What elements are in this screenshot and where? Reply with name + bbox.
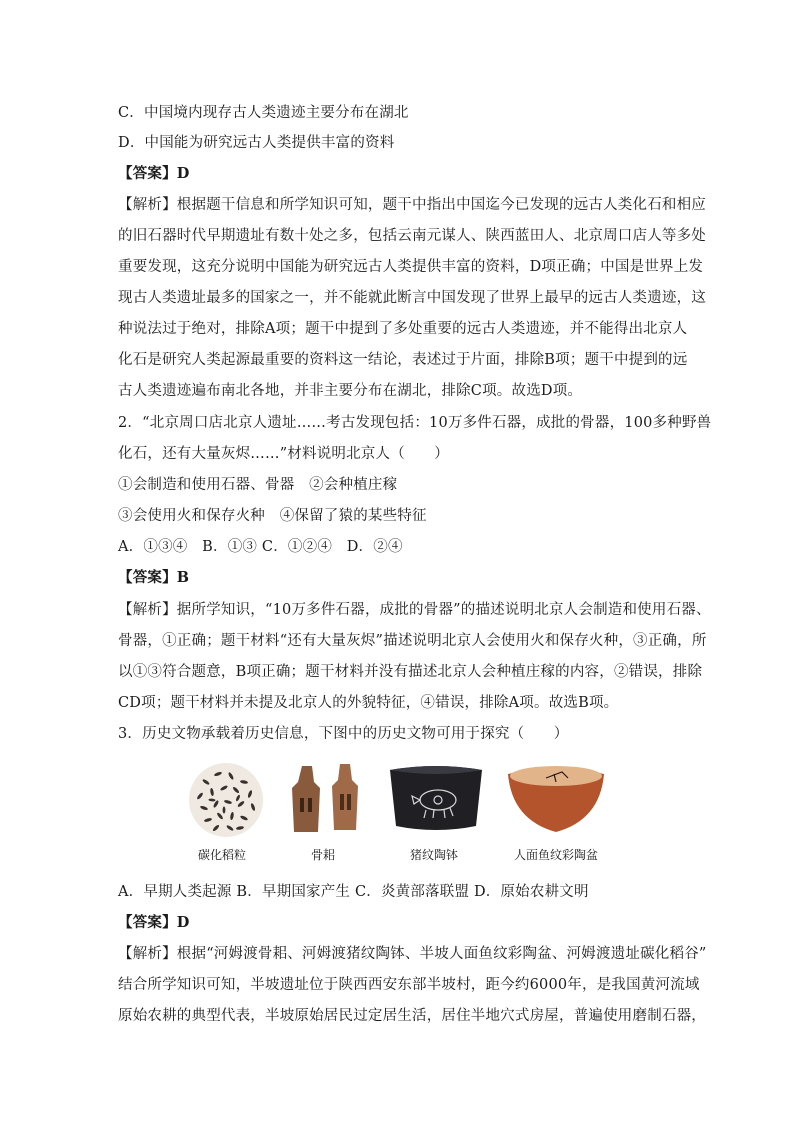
question-3-stem: 3．历史文物承载着历史信息，下图中的历史文物可用于探究（ ） <box>118 726 569 742</box>
artifact-figure <box>178 760 618 870</box>
face-fish-basin-image <box>504 760 608 840</box>
question-2-item-1: ①会制造和使用石器、骨器 ②会种植庄稼 <box>118 477 398 493</box>
analysis-3-line-3: 原始农耕的典型代表，半坡原始居民过定居生活，居住半地穴式房屋，普遍使用磨制石器， <box>118 1008 706 1024</box>
question-2-item-2: ③会使用火和保存火种 ④保留了猿的某些特征 <box>118 508 427 524</box>
analysis-1-line-6: 化石是研究人类起源最重要的资料这一结论，表述过于片面，排除B项；题干中提到的远 <box>118 352 688 368</box>
answer-2: 【答案】B <box>118 569 190 586</box>
analysis-1-line-2: 的旧石器时代早期遗址有数十处之多，包括云南元谋人、陕西蓝田人、北京周口店人等多处 <box>118 228 706 244</box>
caption-pig-bowl: 猪纹陶钵 <box>410 848 459 862</box>
analysis-1-line-4: 现古人类遗址最多的国家之一，并不能就此断言中国发现了世界上最早的远古人类遗迹，这 <box>118 290 706 306</box>
answer-3: 【答案】D <box>118 914 190 931</box>
question-3-options: A．早期人类起源 B．早期国家产生 C．炎黄部落联盟 D．原始农耕文明 <box>118 884 589 900</box>
caption-bone-spade: 骨耜 <box>311 848 336 862</box>
analysis-1-line-5: 种说法过于绝对，排除A项；题干中提到了多处重要的远古人类遗迹，并不能得出北京人 <box>118 321 688 337</box>
bone-spade-image <box>284 760 368 840</box>
analysis-3-line-1: 【解析】根据“河姆渡骨耜、河姆渡猪纹陶钵、半坡人面鱼纹彩陶盆、河姆渡遗址碳化稻谷” <box>118 946 707 962</box>
caption-rice: 碳化稻粒 <box>198 848 247 862</box>
answer-1: 【答案】D <box>118 165 190 182</box>
analysis-3-line-2: 结合所学知识可知，半坡遗址位于陕西西安东部半坡村，距今约6000年，是我国黄河流域 <box>118 977 700 993</box>
analysis-1-line-3: 重要发现，这充分说明中国能为研究远古人类提供丰富的资料，D项正确；中国是世界上发 <box>118 259 704 275</box>
analysis-2-line-4: CD项；题干材料并未提及北京人的外貌特征，④错误，排除A项。故选B项。 <box>118 695 619 711</box>
analysis-1-line-1: 【解析】根据题干信息和所学知识可知，题干中指出中国迄今已发现的远古人类化石和相应 <box>118 197 706 213</box>
question-2-options: A．①③④ B．①③ C．①②④ D．②④ <box>118 539 403 555</box>
analysis-2-line-2: 骨器，①正确；题干材料“还有大量灰烬”描述说明北京人会使用火和保存火种，③正确，所 <box>118 633 707 649</box>
analysis-2-line-1: 【解析】据所学知识，“10万多件石器，成批的骨器”的描述说明北京人会制造和使用石器、 <box>118 602 711 618</box>
option-c: C．中国境内现存古人类遗迹主要分布在湖北 <box>118 105 409 121</box>
analysis-2-line-3: 以①③符合题意，B项正确；题干材料并没有描述北京人会种植庄稼的内容，②错误，排除 <box>118 664 703 680</box>
option-d: D．中国能为研究远古人类提供丰富的资料 <box>118 135 395 151</box>
question-2-line-1: 2．“北京周口店北京人遗址……考古发现包括：10万多件石器，成批的骨器，100多种野兽 <box>118 415 712 431</box>
question-2-line-2: 化石，还有大量灰烬……”材料说明北京人（ ） <box>118 446 450 462</box>
pig-pattern-bowl-image <box>386 760 486 840</box>
carbonized-rice-image <box>186 760 266 840</box>
analysis-1-line-7: 古人类遗迹遍布南北各地，并非主要分布在湖北，排除C项。故选D项。 <box>118 383 583 399</box>
caption-face-fish-basin: 人面鱼纹彩陶盆 <box>514 848 599 862</box>
